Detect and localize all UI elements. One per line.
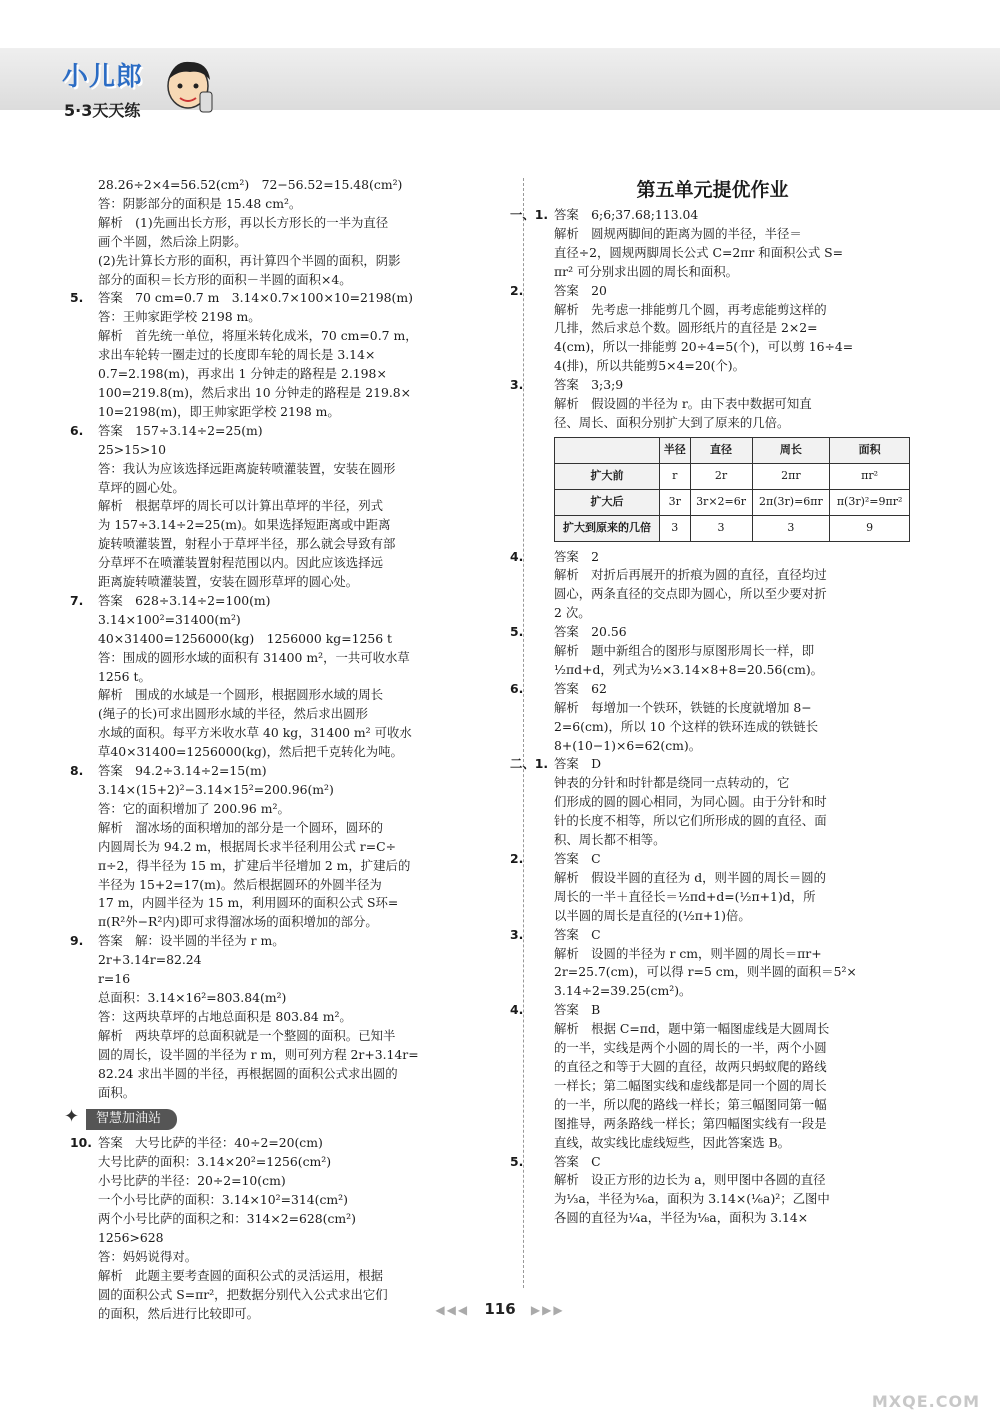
text-line: 1256>628 <box>98 1229 164 1245</box>
text-line: 距离旋转喷灌装置，安装在圆形草坪的圆心处。 <box>98 574 359 590</box>
section-header <box>64 1108 510 1130</box>
answer-item <box>70 762 510 781</box>
item-10 <box>70 1134 510 1323</box>
mascot-boy-icon <box>160 56 216 122</box>
lightbulb-icon: ✦ <box>64 1106 80 1128</box>
text-line: 解析 先考虑一排能剪几个圆，再考虑能剪这样的 <box>554 301 827 317</box>
text-line: 解析 假设圆的半径为 r。由下表中数据可知直 <box>554 396 812 412</box>
text-line: 求出车轮转一圈走过的长度即车轮的周长是 3.14× <box>98 347 376 363</box>
text-line: 大号比萨的面积：3.14×20²=1256(cm²) <box>98 1154 332 1170</box>
answer-item <box>510 926 915 945</box>
text-line: 解析 圆规两脚间的距离为圆的半径，半径＝ <box>554 225 802 241</box>
text-line: 分草坪不在喷灌装置射程范围以内。因此应该选择远 <box>98 555 383 571</box>
text-line: 一样长；第二幅图实线和虚线都是同一个圆的周长 <box>554 1077 827 1093</box>
text-line: 答：妈妈说得对。 <box>98 1248 198 1264</box>
text-line: 3.14×(15+2)²−3.14×15²=200.96(m²) <box>98 782 334 797</box>
text-line: 100=219.8(m)，然后求出 10 分钟走的路程是 219.8× <box>98 384 412 400</box>
text-line: 草坪的圆心处。 <box>98 479 185 495</box>
answer-line: 答案 解：设半圆的半径为 r m。 <box>98 933 285 949</box>
text-line: 内圆周长为 94.2 m，根据周长求半径利用公式 r=C÷ <box>98 838 396 854</box>
answer-item <box>510 1153 915 1172</box>
answer-line: 答案 70 cm=0.7 m 3.14×0.7×100×10=2198(m) <box>98 290 413 306</box>
text-line: 部分的面积＝长方形的面积－半圆的面积×4。 <box>98 271 352 287</box>
item-number: 5. <box>510 624 524 640</box>
text-line: 圆的面积公式 S=πr²，把数据分别代入公式求出它们 <box>98 1286 388 1302</box>
text-line: 解析 根据 C=πd，题中第一幅图虚线是大圆周长 <box>554 1021 830 1037</box>
text-line: 几排，然后求总个数。圆形纸片的直径是 2×2= <box>554 320 818 336</box>
text-line: 0.7=2.198(m)，再求出 1 分钟走的路程是 2.198× <box>98 366 387 382</box>
text-line: 3.14÷2=39.25(cm²)。 <box>554 983 692 999</box>
right-column <box>510 176 915 1228</box>
item-number: 3. <box>510 926 524 942</box>
answer-line: 答案 6;6;37.68;113.04 <box>554 207 699 222</box>
answer-item <box>510 755 915 774</box>
item-number: 5. <box>70 290 84 306</box>
text-line: (2)先计算长方形的面积，再计算四个半圆的面积，阴影 <box>98 252 401 268</box>
page-footer <box>0 1300 1000 1318</box>
text-line: 针的长度不相等，所以它们所形成的圆的直径、面 <box>554 813 827 829</box>
text-line: 的面积，然后进行比较即可。 <box>98 1305 260 1321</box>
table-header-cell: 周长 <box>752 437 830 463</box>
item-number: 2. <box>510 851 524 866</box>
text-line: 的直径之和等于大圆的直径，故两只蚂蚁爬的路线 <box>554 1058 827 1074</box>
text-line: 草40×31400=1256000(kg)，然后把千克转化为吨。 <box>98 744 403 760</box>
text-line: 径、周长、面积分别扩大到了原来的几倍。 <box>554 414 790 430</box>
text-line: 82.24 求出半圆的半径，再根据圆的面积公式求出圆的 <box>98 1065 398 1081</box>
text-line: 解析 假设半圆的直径为 d，则半圆的周长＝圆的 <box>554 869 827 885</box>
answer-line: 答案 628÷3.14÷2=100(m) <box>98 592 271 608</box>
text-line: (绳子的长)可求出圆形水域的半径，然后求出圆形 <box>98 706 368 722</box>
table-cell: 3 <box>690 515 752 541</box>
table-cell: 2r <box>690 463 752 489</box>
text-line: 解析 围成的水域是一个圆形，根据圆形水域的周长 <box>98 687 383 703</box>
text-line: 为⅓a，半径为⅙a，面积为 3.14×(⅙a)²；乙图中 <box>554 1191 830 1207</box>
answer-item <box>510 282 915 301</box>
text-line: 旋转喷灌装置，射程小于草坪半径，那么就会导致有部 <box>98 536 396 552</box>
item-number: 5. <box>510 1153 524 1169</box>
text-line: 解析 设圆的半径为 r cm，则半圆的周长＝πr+ <box>554 945 822 961</box>
text-line: 画个半圆，然后涂上阴影。 <box>98 233 247 249</box>
text-line: 周长的一半＋直径长＝½πd+d=(½π+1)d，所 <box>554 888 816 904</box>
text-line: 以半圆的周长是直径的(½π+1)倍。 <box>554 907 751 923</box>
text-line: 1256 t。 <box>98 668 151 684</box>
table-cell: 9 <box>830 515 910 541</box>
text-line: 3.14×100²=31400(m²) <box>98 611 241 627</box>
text-line: 解析 首先统一单位，将厘米转化成米，70 cm=0.7 m， <box>98 328 418 344</box>
text-line: 各圆的直径为¼a，半径为⅛a，面积为 3.14× <box>554 1210 809 1226</box>
text-line: 2=6(cm)，所以 10 个这样的铁环连成的铁链长 <box>554 718 819 734</box>
item-number: 4. <box>510 548 524 564</box>
text-line: 解析 根据草坪的周长可以计算出草坪的半径，列式 <box>98 498 383 514</box>
item-number: 一、1. <box>510 207 549 222</box>
text-line: 2 次。 <box>554 605 591 621</box>
text-line: πr² 可分别求出圆的周长和面积。 <box>554 263 739 279</box>
table-cell: 3r <box>660 489 690 515</box>
left-answer-list <box>70 289 510 1102</box>
text-line: 水域的面积。每平方米收水草 40 kg，31400 m² 可收水 <box>98 725 412 741</box>
text-line: 解析 溜冰场的面积增加的部分是一个圆环，圆环的 <box>98 819 383 835</box>
text-line: 钟表的分针和时针都是绕同一点转动的，它 <box>554 775 790 791</box>
table-cell: 3r×2=6r <box>690 489 752 515</box>
text-line: 10=2198(m)，即王帅家距学校 2198 m。 <box>98 403 340 419</box>
item-number: 二、1. <box>510 756 549 772</box>
answer-line: 答案 B <box>554 1002 601 1018</box>
text-line: π(R²外−R²内)即可求得溜冰场的面积增加的部分。 <box>98 914 378 930</box>
text-line: r=16 <box>98 971 131 987</box>
text-line: 图推导，两条路线一样长；第四幅图实线有一段是 <box>554 1115 827 1131</box>
left-column <box>64 176 510 1323</box>
answer-item <box>70 289 510 308</box>
item-number: 7. <box>70 592 84 608</box>
text-line: 解析 (1)先画出长方形，再以长方形长的一半为直径 <box>98 214 389 230</box>
item-number: 2. <box>510 282 524 298</box>
answer-item <box>70 422 510 441</box>
answer-line: 答案 20 <box>554 282 607 298</box>
answer-item <box>510 206 915 225</box>
table-cell: 3 <box>752 515 830 541</box>
prev-arrows-icon: ◀◀◀ <box>435 1303 470 1317</box>
table-cell: 2πr <box>752 463 830 489</box>
section-label: 智慧加油站 <box>86 1109 177 1130</box>
text-line: 17 m，内圆半径为 15 m，利用圆环的面积公式 S环= <box>98 895 399 911</box>
logo-title: 小儿郎 <box>62 62 144 92</box>
text-line: 25>15>10 <box>98 441 167 457</box>
answer-line: 答案 大号比萨的半径：40÷2=20(cm) <box>98 1135 323 1151</box>
item-number: 10. <box>70 1135 92 1151</box>
text-line: 积、周长都不相等。 <box>554 832 666 848</box>
item-number: 4. <box>510 1002 524 1018</box>
text-line: 4(cm)，所以一排能剪 20÷4=5(个)，可以剪 16÷4= <box>554 339 854 355</box>
text-line: 为 157÷3.14÷2=25(m)。如果选择短距离或中距离 <box>98 517 391 533</box>
answer-item <box>510 680 915 699</box>
answer-line: 答案 62 <box>554 680 607 696</box>
page-number: 116 <box>484 1300 516 1318</box>
text-line: 直径÷2，圆规两脚周长公式 C=2πr 和面积公式 S= <box>554 244 844 260</box>
answer-line: 答案 157÷3.14÷2=25(m) <box>98 422 263 438</box>
answer-line: 答案 3;3;9 <box>554 377 624 393</box>
text-line: 解析 对折后再展开的折痕为圆的直径，直径均过 <box>554 567 827 583</box>
right-answer-list-a <box>510 206 915 433</box>
answer-item <box>510 376 915 395</box>
table-cell: πr² <box>830 463 910 489</box>
text-line: 解析 每增加一个铁环，铁链的长度就增加 8− <box>554 699 812 715</box>
text-line: 解析 此题主要考查圆的面积公式的灵活运用，根据 <box>98 1267 383 1283</box>
answer-item <box>510 548 915 567</box>
text-line: 直线，故实线比虚线短些，因此答案选 B。 <box>554 1134 791 1150</box>
table-cell: r <box>660 463 690 489</box>
table-cell: π(3r)²=9πr² <box>830 489 910 515</box>
answer-item <box>510 623 915 642</box>
table-cell: 扩大到原来的几倍 <box>555 515 660 541</box>
answer-line: 答案 2 <box>554 548 600 564</box>
text-line: 答：这两块草坪的占地总面积是 803.84 m²。 <box>98 1008 352 1024</box>
text-line: 解析 两块草坪的总面积就是一个整圆的面积。已知半 <box>98 1027 396 1043</box>
table-cell: 3 <box>660 515 690 541</box>
intro-block <box>70 176 510 289</box>
text-line: 答：围成的圆形水域的面积有 31400 m²，一共可收水草 <box>98 649 410 665</box>
table-header-cell: 面积 <box>830 437 910 463</box>
text-line: 圆心，两条直径的交点即为圆心，所以至少要对折 <box>554 586 827 602</box>
text-line: 答：它的面积增加了 200.96 m²。 <box>98 800 290 816</box>
text-line: 2r+3.14r=82.24 <box>98 952 202 968</box>
text-line: 一个小号比萨的面积：3.14×10²=314(cm²) <box>98 1192 348 1208</box>
table-cell: 2π(3r)=6πr <box>752 489 830 515</box>
item-number: 6. <box>70 422 84 438</box>
item-number: 9. <box>70 933 84 949</box>
item-number: 6. <box>510 680 524 696</box>
text-line: 两个小号比萨的面积之和：314×2=628(cm²) <box>98 1211 356 1227</box>
answer-line: 答案 20.56 <box>554 624 627 640</box>
answer-line: 答案 C <box>554 926 601 942</box>
answer-item <box>70 592 510 611</box>
text-line: 解析 设正方形的边长为 a，则甲图中各圆的直径 <box>554 1172 826 1188</box>
text-line: 小号比萨的半径：20÷2=10(cm) <box>98 1173 286 1189</box>
text-line: 4(排)，所以共能剪5×4=20(个)。 <box>554 358 746 374</box>
text-line: 解析 题中新组合的图形与原图形周长一样，即 <box>554 643 815 659</box>
text-line: 的一半，所以爬的路线一样长；第三幅图同第一幅 <box>554 1096 827 1112</box>
text-line: π÷2，得半径为 15 m，扩建后半径增加 2 m，扩建后的 <box>98 857 411 873</box>
item-number: 8. <box>70 763 84 779</box>
text-line: ½πd+d，列式为½×3.14×8+8=20.56(cm)。 <box>554 661 824 677</box>
page-title: 第五单元提优作业 <box>636 179 789 201</box>
text-line: 2r=25.7(cm)，可以得 r=5 cm，则半圆的面积＝5²× <box>554 964 857 980</box>
table-cell: 扩大后 <box>555 489 660 515</box>
right-answer-list-b <box>510 548 915 1229</box>
text-line: 28.26÷2×4=56.52(cm²) 72−56.52=15.48(cm²) <box>98 177 403 192</box>
watermark: MXQE.COM <box>871 1392 980 1411</box>
answer-item <box>70 932 510 951</box>
answer-line: 答案 C <box>554 1153 601 1169</box>
table-cell: 扩大前 <box>555 463 660 489</box>
text-line: 答：阴影部分的面积是 15.48 cm²。 <box>98 195 302 211</box>
answer-item <box>70 1134 510 1153</box>
table-row <box>555 489 910 515</box>
answer-item <box>510 1001 915 1020</box>
text-line: 8+(10−1)×6=62(cm)。 <box>554 737 702 753</box>
logo-subtitle: 5·3天天练 <box>64 101 141 120</box>
text-line: 圆的周长，设半圆的半径为 r m，则可列方程 2r+3.14r= <box>98 1046 419 1062</box>
text-line: 总面积：3.14×16²=803.84(m²) <box>98 989 287 1005</box>
text-line: 答：我认为应该选择远距离旋转喷灌装置，安装在圆形 <box>98 460 396 476</box>
text-line: 40×31400=1256000(kg) 1256000 kg=1256 t <box>98 630 393 646</box>
answer-item <box>510 850 915 869</box>
comparison-table <box>554 437 910 542</box>
table-row <box>555 515 910 541</box>
text-line: 答：王帅家距学校 2198 m。 <box>98 309 261 325</box>
table-header-cell <box>555 437 660 463</box>
answer-line: 答案 94.2÷3.14÷2=15(m) <box>98 763 267 779</box>
table-header-cell: 直径 <box>690 437 752 463</box>
text-line: 半径为 15+2=17(m)。然后根据圆环的外圆半径为 <box>98 876 382 892</box>
answer-line: 答案 C <box>554 851 601 866</box>
text-line: 面积。 <box>98 1084 136 1100</box>
text-line: 们形成的圆的圆心相同，为同心圆。由于分针和时 <box>554 794 827 810</box>
next-arrows-icon: ▶▶▶ <box>530 1303 565 1317</box>
table-row <box>555 463 910 489</box>
item-number: 3. <box>510 377 524 393</box>
table-header-cell: 半径 <box>660 437 690 463</box>
answer-line: 答案 D <box>554 756 602 772</box>
text-line: 的一半，实线是两个小圆的周长的一半，两个小圆 <box>554 1040 827 1056</box>
